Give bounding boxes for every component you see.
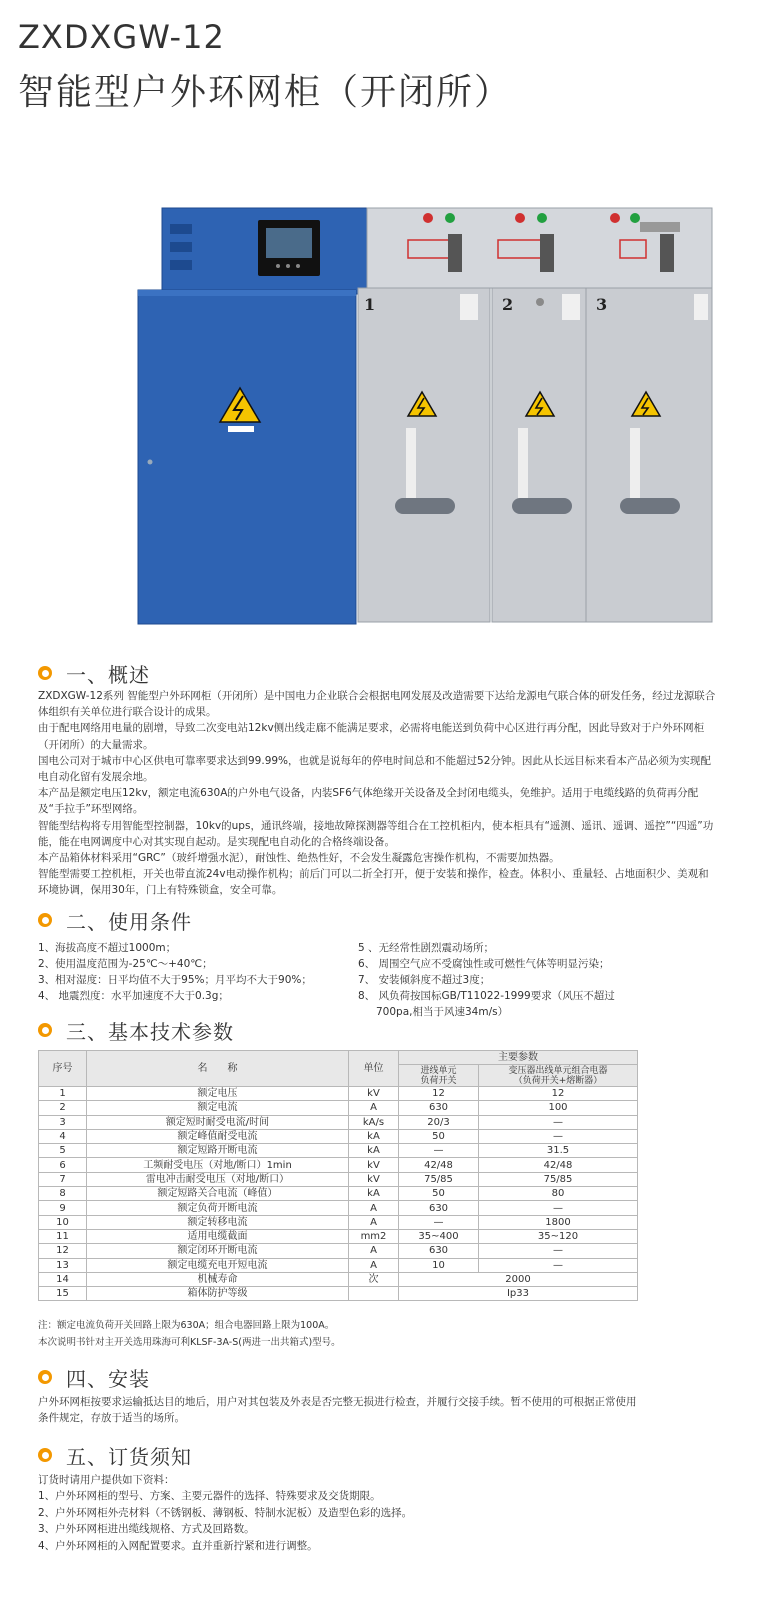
table-cell: 额定电压 (87, 1087, 349, 1101)
unit-number-3: 3 (596, 295, 608, 314)
table-cell: 12 (39, 1244, 87, 1258)
header-sub-label: 负荷开关 (420, 1075, 457, 1086)
table-cell: 630 (399, 1201, 479, 1215)
section-title: 三、基本技术参数 (66, 1019, 234, 1044)
unit-number-1: 1 (364, 295, 376, 314)
table-row (39, 1215, 638, 1229)
overview-paragraph: 本产品箱体材料采用“GRC”（玻纤增强水泥），耐蚀性、绝热性好，不会发生凝露危害操作机构，不需要加热器。 (38, 852, 560, 865)
table-cell (349, 1287, 399, 1301)
header-sub-label: （负荷开关+熔断器） (513, 1075, 603, 1086)
table-cell: mm2 (349, 1229, 399, 1243)
table-row (39, 1244, 638, 1258)
bullet-circle-icon (38, 1023, 52, 1037)
condition-item: 2、使用温度范围为-25℃～+40℃； (38, 958, 213, 970)
table-cell: 7 (39, 1172, 87, 1186)
condition-item: 8、 风负荷按国标GB/T11022-1999要求（风压不超过 (358, 990, 615, 1002)
table-cell: 额定闭环开断电流 (87, 1244, 349, 1258)
table-row (39, 1187, 638, 1201)
table-row (39, 1287, 638, 1301)
table-cell: 次 (349, 1272, 399, 1286)
condition-item: 6、 周围空气应不受腐蚀性或可燃性气体等明显污染； (358, 958, 610, 970)
condition-item: 3、相对湿度：日平均值不大于95%；月平均不大于90%； (38, 974, 312, 986)
table-row (39, 1201, 638, 1215)
table-cell: 额定电流 (87, 1101, 349, 1115)
section-install-heading (38, 1362, 150, 1392)
table-cell: — (479, 1244, 638, 1258)
table-cell: 11 (39, 1229, 87, 1243)
table-row (39, 1272, 638, 1286)
table-note: 注：额定电流负荷开关回路上限为630A；组合电器回路上限为100A。 (38, 1320, 335, 1331)
table-cell: 15 (39, 1287, 87, 1301)
table-cell: 1 (39, 1087, 87, 1101)
table-row (39, 1158, 638, 1172)
header-transformer-unit (479, 1065, 638, 1087)
table-cell: 50 (399, 1187, 479, 1201)
table-cell: 额定转移电流 (87, 1215, 349, 1229)
table-cell: 75/85 (399, 1172, 479, 1186)
table-cell: — (479, 1129, 638, 1143)
header-name: 名 称 (87, 1051, 349, 1087)
table-cell: 35~120 (479, 1229, 638, 1243)
overview-paragraph: 智能型需要工控机柜，开关也带直流24v电动操作机构；前后门可以二折全打开，便于安装和操作，检查。体积小、重量轻、占地面积少、美观和环境协调，保用30年，门上有特殊锁盒，安全可靠。 (38, 868, 709, 897)
conditions-left-list (38, 940, 348, 1004)
section-conditions-heading (38, 905, 192, 935)
table-cell: 工频耐受电压（对地/断口）1min (87, 1158, 349, 1172)
table-row (39, 1258, 638, 1272)
table-row (39, 1144, 638, 1158)
table-row (39, 1087, 638, 1101)
table-cell: 额定短路关合电流（峰值） (87, 1187, 349, 1201)
order-paragraph: 1、户外环网柜的型号、方案、主要元器件的选择、特殊要求及交货期限。 (38, 1490, 381, 1503)
overview-text (38, 688, 718, 899)
table-cell: — (399, 1144, 479, 1158)
table-cell: kA (349, 1144, 399, 1158)
table-cell: — (479, 1115, 638, 1129)
table-cell: 5 (39, 1144, 87, 1158)
table-cell: 2 (39, 1101, 87, 1115)
table-cell: 630 (399, 1244, 479, 1258)
section-title: 一、概述 (66, 662, 150, 687)
order-paragraph: 订货时请用户提供如下资料： (38, 1474, 175, 1486)
table-cell: 额定短路开断电流 (87, 1144, 349, 1158)
table-cell: Ip33 (399, 1287, 638, 1301)
table-cell: 2000 (399, 1272, 638, 1286)
table-cell: kA/s (349, 1115, 399, 1129)
table-cell: — (399, 1215, 479, 1229)
table-cell: 箱体防护等级 (87, 1287, 349, 1301)
table-cell: — (479, 1258, 638, 1272)
overview-paragraph: 由于配电网络用电量的剧增，导致二次变电站12kv侧出线走廊不能满足要求，必需将电能送到负荷中心区进行再分配，因此导致对于户外环网柜（开闭所）的大量需求。 (38, 722, 705, 751)
install-paragraph: 户外环网柜按要求运输抵达目的地后，用户对其包装及外表是否完整无损进行检查，并履行交接手续。暂不使用的可根据正常使用条件规定，存放于适当的场所。 (38, 1396, 637, 1425)
overview-paragraph: 本产品是额定电压12kv，额定电流630A的户外电气设备，内装SF6气体绝缘开关设备及全封闭电缆头，免维护。适用于电缆线路的负荷再分配及“手拉手”环型网络。 (38, 787, 699, 816)
product-image (120, 200, 720, 635)
table-cell: 20/3 (399, 1115, 479, 1129)
table-notes (38, 1317, 341, 1351)
table-cell: 12 (399, 1087, 479, 1101)
conditions-right-list (358, 940, 648, 1020)
table-row (39, 1129, 638, 1143)
order-paragraph: 4、户外环网柜的入网配置要求。直并重新拧紧和进行调整。 (38, 1539, 318, 1552)
order-paragraph: 3、户外环网柜进出缆线规格、方式及回路数。 (38, 1523, 255, 1536)
table-cell: 42/48 (479, 1158, 638, 1172)
header-unit: 单位 (349, 1051, 399, 1087)
section-order-heading (38, 1440, 192, 1470)
table-cell: A (349, 1215, 399, 1229)
table-row (39, 1101, 638, 1115)
table-cell: 1800 (479, 1215, 638, 1229)
header-incoming-unit (399, 1065, 479, 1087)
section-overview-heading (38, 658, 150, 688)
table-cell: 4 (39, 1129, 87, 1143)
table-cell: 80 (479, 1187, 638, 1201)
table-cell: 14 (39, 1272, 87, 1286)
table-row (39, 1229, 638, 1243)
table-cell: 额定电缆充电开短电流 (87, 1258, 349, 1272)
table-cell: kV (349, 1158, 399, 1172)
table-cell: 额定短时耐受电流/时间 (87, 1115, 349, 1129)
header-sub-label: 变压器出线单元组合电器 (508, 1065, 608, 1076)
table-cell: A (349, 1101, 399, 1115)
header-seq: 序号 (39, 1051, 87, 1087)
bullet-circle-icon (38, 1370, 52, 1384)
section-title: 二、使用条件 (66, 909, 192, 934)
table-cell: kV (349, 1087, 399, 1101)
table-cell: 8 (39, 1187, 87, 1201)
header-main-params: 主要参数 (399, 1051, 638, 1065)
table-cell: A (349, 1201, 399, 1215)
section-params-heading (38, 1015, 234, 1045)
tech-params-table (38, 1050, 638, 1301)
table-cell: 6 (39, 1158, 87, 1172)
overview-paragraph: ZXDXGW-12系列 智能型户外环网柜（开闭所）是中国电力企业联合会根据电网发展及改造需要下达给龙源电气联合体的研发任务，经过龙源联合体组织有关单位进行联合设计的成果。 (38, 690, 716, 719)
table-cell: 10 (39, 1215, 87, 1229)
section-title: 四、安装 (66, 1366, 150, 1391)
table-cell: 9 (39, 1201, 87, 1215)
table-cell: kA (349, 1187, 399, 1201)
table-cell: 12 (479, 1087, 638, 1101)
table-cell: 31.5 (479, 1144, 638, 1158)
page-title: 智能型户外环网柜（开闭所） (18, 72, 513, 113)
bullet-circle-icon (38, 666, 52, 680)
bullet-circle-icon (38, 913, 52, 927)
condition-item: 5 、无经常性剧烈震动场所； (358, 942, 495, 954)
table-cell: 42/48 (399, 1158, 479, 1172)
table-cell: 50 (399, 1129, 479, 1143)
table-cell: A (349, 1258, 399, 1272)
table-cell: 75/85 (479, 1172, 638, 1186)
table-cell: kV (349, 1172, 399, 1186)
table-row (39, 1115, 638, 1129)
table-cell: A (349, 1244, 399, 1258)
condition-item: 7、 安装倾斜度不超过3度； (358, 974, 491, 986)
table-cell: 机械寿命 (87, 1272, 349, 1286)
table-cell: 雷电冲击耐受电压（对地/断口） (87, 1172, 349, 1186)
condition-item: 1、海拔高度不超过1000m； (38, 942, 177, 954)
order-paragraph: 2、户外环网柜外壳材料（不锈钢板、薄钢板、特制水泥板）及造型色彩的选择。 (38, 1506, 413, 1519)
table-cell: 35~400 (399, 1229, 479, 1243)
table-cell: 3 (39, 1115, 87, 1129)
table-cell: 630 (399, 1101, 479, 1115)
table-cell: 额定峰值耐受电流 (87, 1129, 349, 1143)
table-row (39, 1172, 638, 1186)
table-cell: 适用电缆截面 (87, 1229, 349, 1243)
table-note: 本次说明书针对主开关选用珠海可利KLSF-3A-S(两进一出共箱式)型号。 (38, 1337, 341, 1348)
install-text (38, 1394, 643, 1426)
overview-paragraph: 国电公司对于城市中心区供电可靠率要求达到99.99%，也就是说每年的停电时间总和不能超过52分钟。因此从长远目标来看本产品必须为实现配电自动化留有发展余地。 (38, 754, 711, 784)
table-cell: 10 (399, 1258, 479, 1272)
bullet-circle-icon (38, 1448, 52, 1462)
table-cell: kA (349, 1129, 399, 1143)
table-cell: 13 (39, 1258, 87, 1272)
header-sub-label: 进线单元 (420, 1065, 457, 1076)
product-model: ZXDXGW-12 (18, 18, 225, 56)
table-cell: 额定负荷开断电流 (87, 1201, 349, 1215)
section-title: 五、订货须知 (66, 1444, 192, 1469)
condition-item: 700pa,相当于风速34m/s） (376, 1006, 509, 1018)
condition-item: 4、 地震烈度：水平加速度不大于0.3g； (38, 990, 229, 1002)
overview-paragraph: 智能型结构将专用智能型控制器，10kv的ups，通讯终端，接地故障探测器等组合在工控机柜内，使本柜具有“遥测、遥讯、遥调、遥控”“四遥”功能，能在电网调度中心对其实现自起动。是实现配电自动化的合格终端设备。 (38, 819, 714, 848)
unit-number-2: 2 (502, 295, 514, 314)
order-text (38, 1472, 718, 1554)
table-cell: 100 (479, 1101, 638, 1115)
table-cell: — (479, 1201, 638, 1215)
